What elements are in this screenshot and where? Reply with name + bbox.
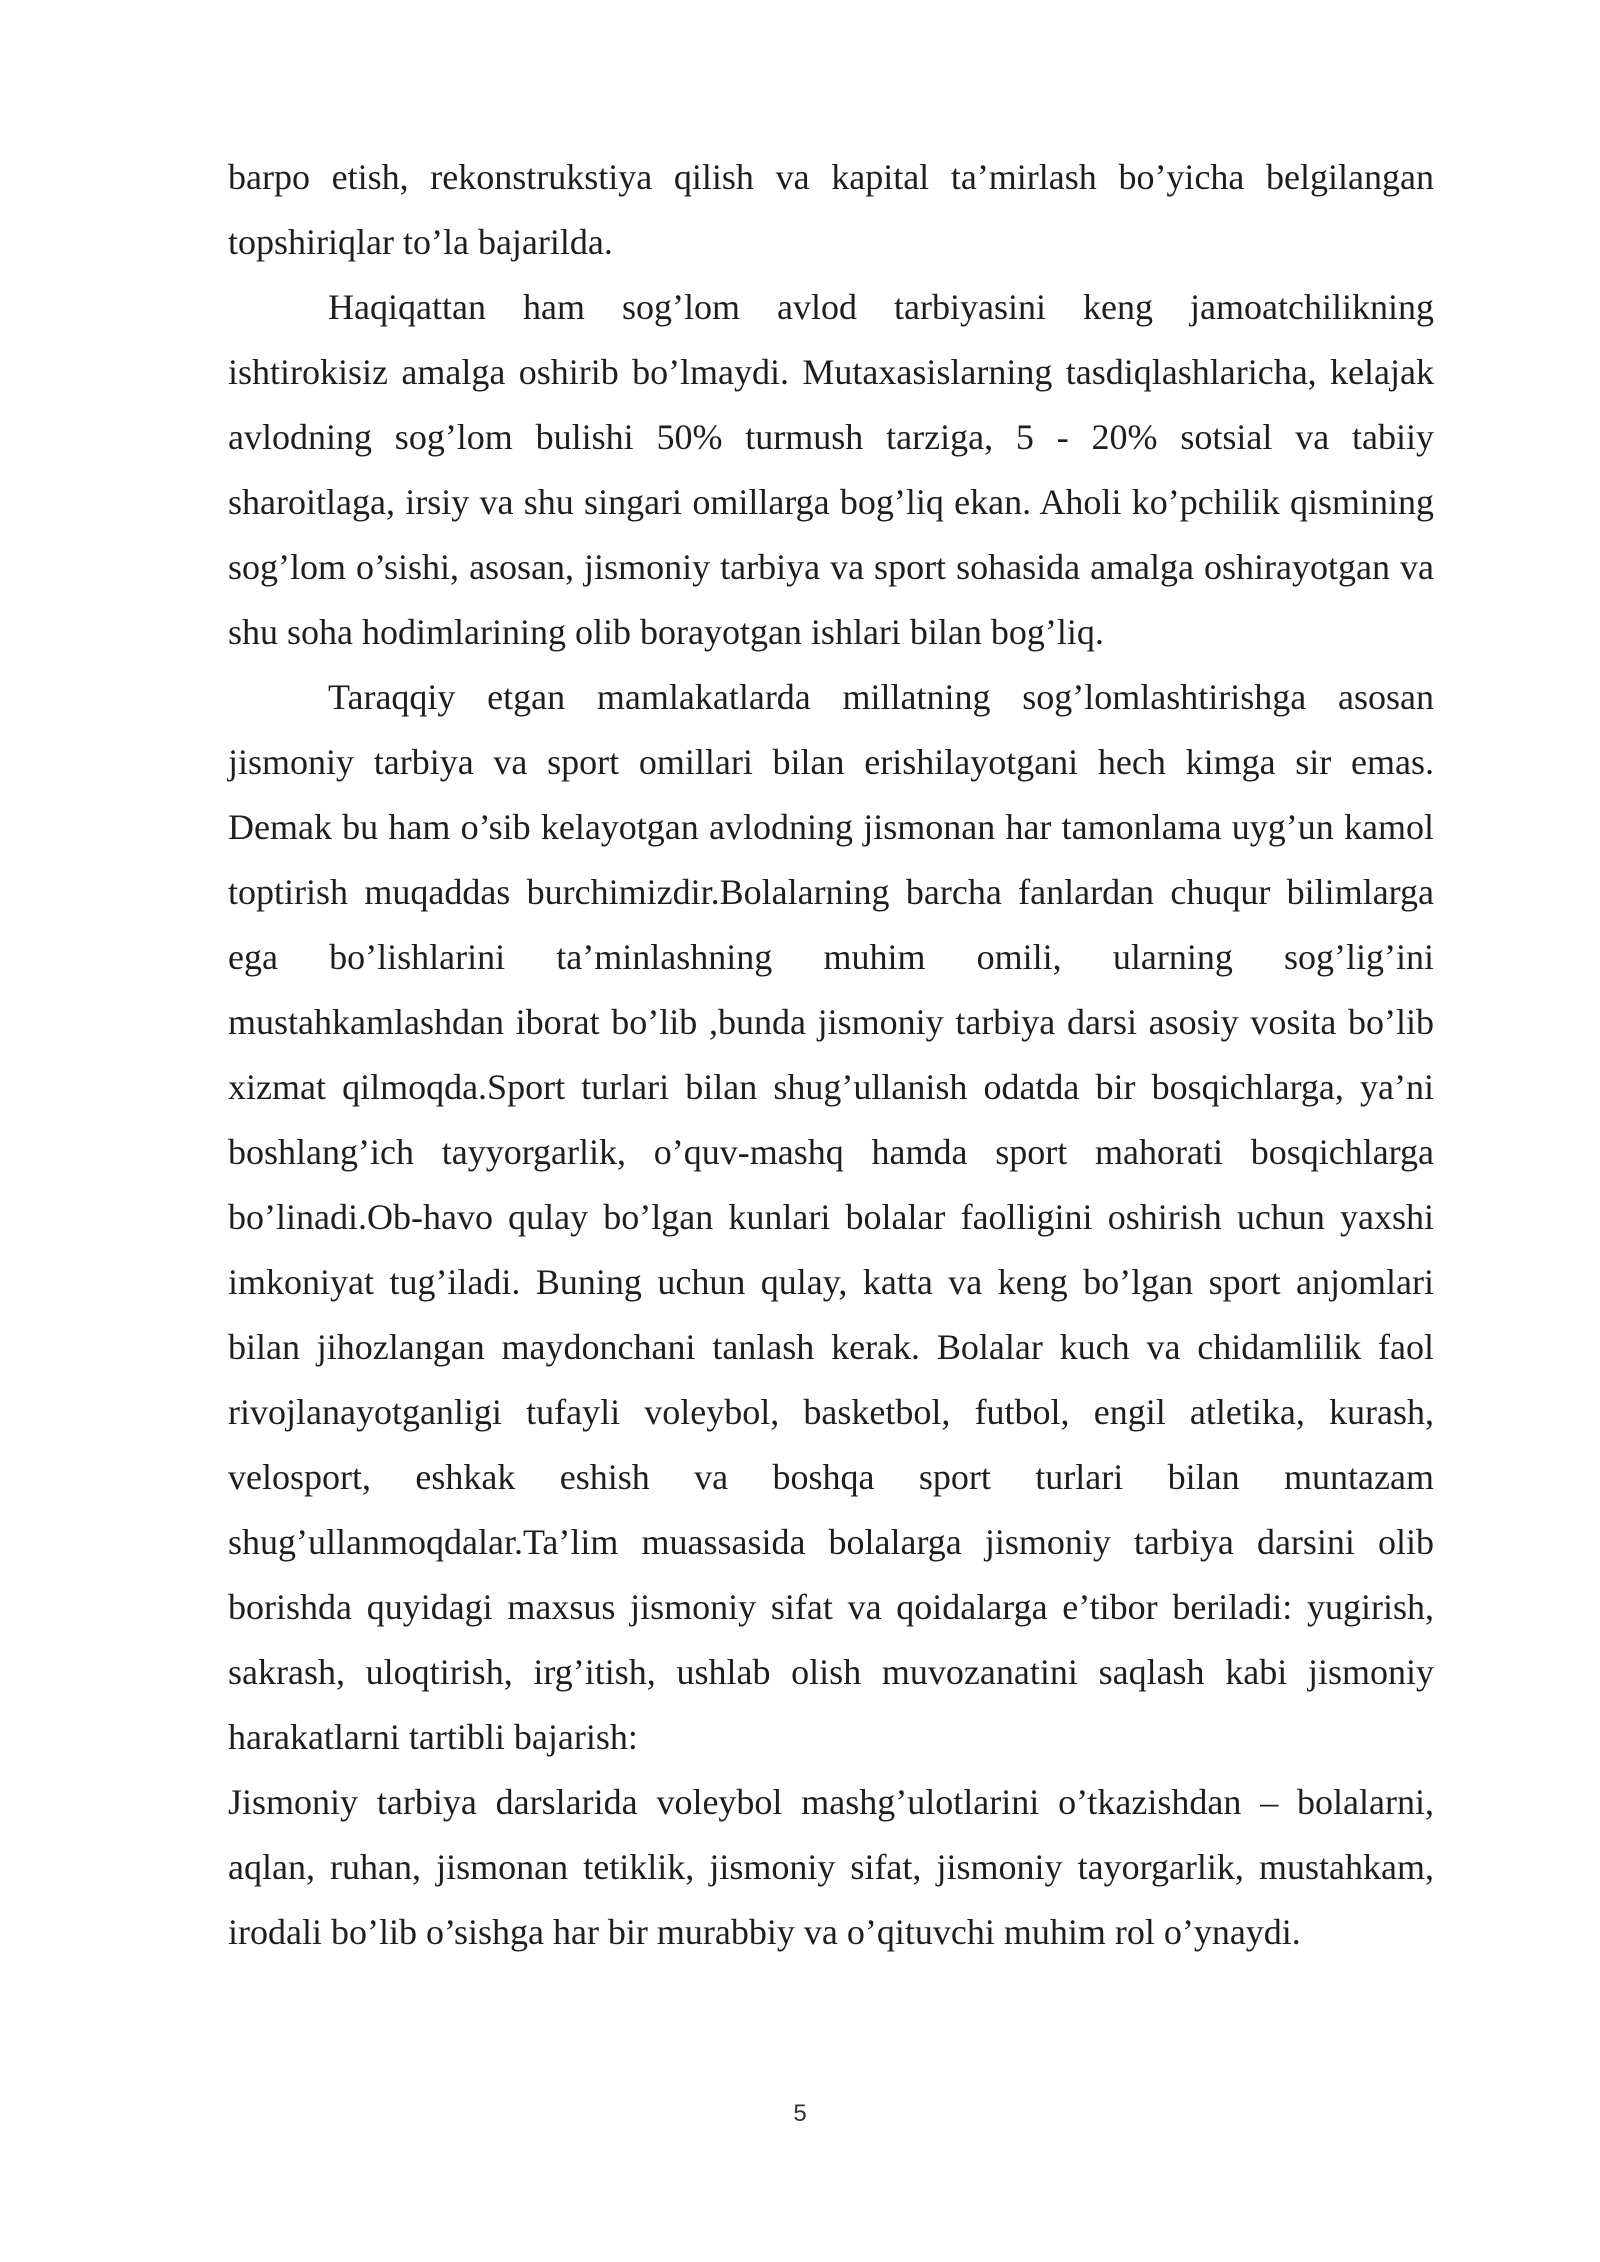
paragraph-developed-countries: Taraqqiy etgan mamlakatlarda millatning sog’lomlashtirishga asosan jismoniy tarbiya va sport omillari bilan erishilayotgani hech kimga sir emas. Demak bu ham o’sib kelayotgan avlodning jismonan har tamonlama uyg’un kamol toptirish muqaddas burchimizdir.Bolalarning barcha fanlardan chuqur bilimlarga ega bo’lishlarini ta’minlashning muhim omili, ularning sog’lig’ini mustahkamlashdan iborat bo’lib ,bunda jismoniy tarbiya darsi asosiy vosita bo’lib xizmat qilmoqda.Sport turlari bilan shug’ullanish odatda bir bosqichlarga, ya’ni boshlang’ich tayyorgarlik, o’quv-mashq hamda sport mahorati bosqichlarga bo’linadi.Ob-havo qulay bo’lgan kunlari bolalar faolligini oshirish uchun yaxshi imkoniyat tug’iladi. Buning uchun qulay, katta va keng bo’lgan sport anjomlari bilan jihozlangan maydonchani tanlash kerak. Bolalar kuch va chidamlilik faol rivojlanayotganligi tufayli voleybol, basketbol, futbol, engil atletika, kurash, velosport, eshkak eshish va boshqa sport turlari bilan muntazam shug’ullanmoqdalar.Ta’lim muassasida bolalarga jismoniy tarbiya darsini olib borishda quyidagi maxsus jismoniy sifat va qoidalarga e’tibor beriladi: yugirish, sakrash, uloqtirish, irg’itish, ushlab olish muvozanatini saqlash kabi jismoniy harakatlarni tartibli bajarish: xyxy=(228,677,1434,1757)
paragraph-continuation: barpo etish, rekonstrukstiya qilish va kapital ta’mirlash bo’yicha belgilangan topshiriqlar to’la bajarilda. xyxy=(228,157,1434,262)
body-text xyxy=(228,145,1434,1965)
paragraph-healthy-generation: Haqiqattan ham sog’lom avlod tarbiyasini keng jamoatchilikning ishtirokisiz amalga oshirib bo’lmaydi. Mutaxasislarning tasdiqlashlaricha, kelajak avlodning sog’lom bulishi 50% turmush tarziga, 5 - 20% sotsial va tabiiy sharoitlaga, irsiy va shu singari omillarga bog’liq ekan. Aholi ko’pchilik qismining sog’lom o’sishi, asosan, jismoniy tarbiya va sport sohasida amalga oshirayotgan va shu soha hodimlarining olib borayotgan ishlari bilan bog’liq. xyxy=(228,287,1434,652)
page-number: 5 xyxy=(793,2100,807,2127)
paragraph-volleyball-lessons: Jismoniy tarbiya darslarida voleybol mashg’ulotlarini o’tkazishdan – bolalarni, aqlan, ruhan, jismonan tetiklik, jismoniy sifat, jismoniy tayorgarlik, mustahkam, irodali bo’lib o’sishga har bir murabbiy va o’qituvchi muhim rol o’ynaydi. xyxy=(228,1782,1434,1952)
